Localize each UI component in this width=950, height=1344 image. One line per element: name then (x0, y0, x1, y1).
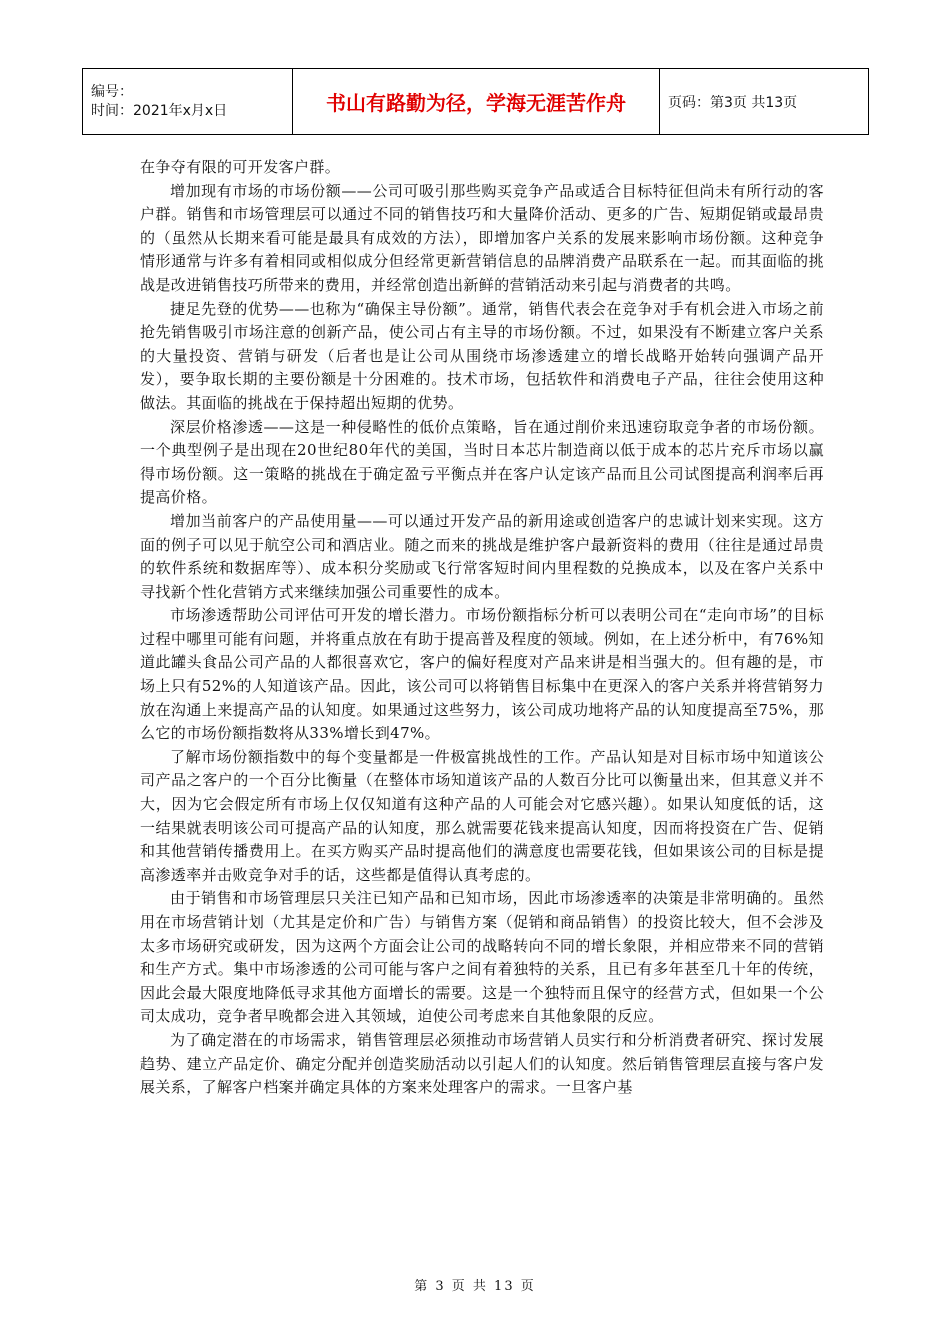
paragraph: 为了确定潜在的市场需求，销售管理层必须推动市场营销人员实行和分析消费者研究、探讨发展趋势、建立产品定价、确定分配并创造奖励活动以引起人们的认知度。然后销售管理层直接与客户发展关系，了解客户档案并确定具体的方案来处理客户的需求。一旦客户基 (140, 1030, 824, 1097)
header-meta-cell (83, 69, 293, 135)
paragraph: 了解市场份额指数中的每个变量都是一件极富挑战性的工作。产品认知是对目标市场中知道该公司产品之客户的一个百分比衡量（在整体市场知道该产品的人数百分比可以衡量出来，但其意义并不大，因为它会假定所有市场上仅仅知道有这种产品的人可能会对它感兴趣）。如果认知度低的话，这一结果就表明该公司可提高产品的认知度，那么就需要花钱来提高认知度，因而将投资在广告、促销和其他营销传播费用上。在买方购买产品时提高他们的满意度也需要花钱，但如果该公司的目标是提高渗透率并击败竞争对手的话，这些都是值得认真考虑的。 (140, 747, 824, 884)
document-body (140, 156, 824, 1100)
header-table (82, 68, 869, 135)
page-footer (0, 1275, 950, 1294)
paragraph: 深层价格渗透——这是一种侵略性的低价点策略，旨在通过削价来迅速窃取竞争者的市场份额。一个典型例子是出现在20世纪80年代的美国，当时日本芯片制造商以低于成本的芯片充斥市场以赢得市场份额。这一策略的挑战在于确定盈亏平衡点并在客户认定该产品而且公司试图提高利润率后再提高价格。 (140, 417, 824, 507)
date-label: 时间：2021年x月x日 (91, 102, 228, 119)
page-info-cell (660, 69, 869, 135)
serial-number-label: 编号： (91, 83, 133, 100)
footer-page-number: 第 3 页 共 13 页 (414, 1279, 536, 1294)
paragraph: 捷足先登的优势——也称为“确保主导份额”。通常，销售代表会在竞争对手有机会进入市场之前抢先销售吸引市场注意的创新产品，使公司占有主导的市场份额。不过，如果没有不断建立客户关系的大量投资、营销与研发（后者也是让公司从围绕市场渗透建立的增长战略开始转向强调产品开发），要争取长期的主要份额是十分困难的。技术市场，包括软件和消费电子产品，往往会使用这种做法。其面临的挑战在于保持超出短期的优势。 (140, 299, 824, 412)
motto-cell (293, 69, 660, 135)
paragraph: 在争夺有限的可开发客户群。 (140, 158, 341, 176)
header-motto: 书山有路勤为径，学海无涯苦作舟 (326, 91, 626, 115)
paragraph: 增加当前客户的产品使用量——可以通过开发产品的新用途或创造客户的忠诚计划来实现。这方面的例子可以见于航空公司和酒店业。随之而来的挑战是维护客户最新资料的费用（往往是通过昂贵的软件系统和数据库等）、成本积分奖励或飞行常客短时间内里程数的兑换成本，以及在客户关系中寻找新个性化营销方式来继续加强公司重要性的成本。 (140, 511, 824, 601)
paragraph: 由于销售和市场管理层只关注已知产品和已知市场，因此市场渗透率的决策是非常明确的。虽然用在市场营销计划（尤其是定价和广告）与销售方案（促销和商品销售）的投资比较大，但不会涉及太多市场研究或研发，因为这两个方面会让公司的战略转向不同的增长象限，并相应带来不同的营销和生产方式。集中市场渗透的公司可能与客户之间有着独特的关系，且已有多年甚至几十年的传统，因此会最大限度地降低寻求其他方面增长的需要。这是一个独特而且保守的经营方式，但如果一个公司太成功，竞争者早晚都会进入其领域，迫使公司考虑来自其他象限的反应。 (140, 889, 824, 1026)
paragraph: 市场渗透帮助公司评估可开发的增长潜力。市场份额指标分析可以表明公司在“走向市场”的目标过程中哪里可能有问题，并将重点放在有助于提高普及程度的领域。例如，在上述分析中，有76%知道此罐头食品公司产品的人都很喜欢它，客户的偏好程度对产品来讲是相当强大的。但有趣的是，市场上只有52%的人知道该产品。因此，该公司可以将销售目标集中在更深入的客户关系并将营销努力放在沟通上来提高产品的认知度。如果通过这些努力，该公司成功地将产品的认知度提高至75%，那么它的市场份额指数将从33%增长到47%。 (140, 606, 824, 743)
paragraph: 增加现有市场的市场份额——公司可吸引那些购买竞争产品或适合目标特征但尚未有所行动的客户群。销售和市场管理层可以通过不同的销售技巧和大量降价活动、更多的广告、短期促销或最昂贵的（虽然从长期来看可能是最具有成效的方法），即增加客户关系的发展来影响市场份额。这种竞争情形通常与许多有着相同或相似成分但经常更新营销信息的品牌消费产品联系在一起。而其面临的挑战是改进销售技巧所带来的费用，并经常创造出新鲜的营销活动来引起与消费者的共鸣。 (140, 181, 824, 294)
page-number-label: 页码：第3页 共13页 (668, 94, 798, 111)
